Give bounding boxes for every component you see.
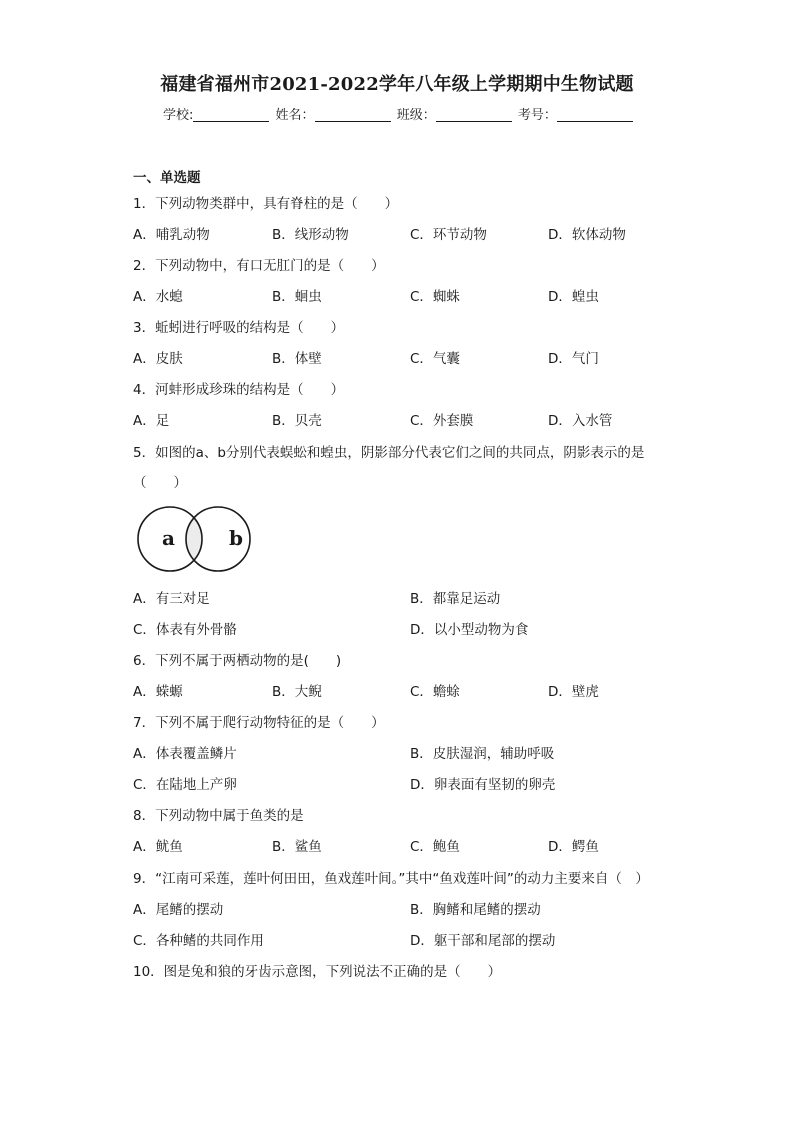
question-1-option-a: A．哺乳动物 bbox=[133, 227, 210, 243]
question-4-option-b: B．贝壳 bbox=[272, 413, 322, 429]
question-9-option-a: A．尾鳍的摆动 bbox=[133, 902, 224, 918]
question-7-option-b: B．皮肤湿润，辅助呼吸 bbox=[410, 746, 555, 762]
question-1-stem: 1．下列动物类群中，具有脊柱的是（ ） bbox=[133, 196, 399, 212]
section-heading: 一、单选题 bbox=[133, 170, 201, 186]
question-3-option-d: D．气门 bbox=[548, 351, 599, 367]
name-blank bbox=[315, 107, 391, 122]
venn-label-b: b bbox=[229, 526, 243, 550]
question-8-option-a: A．鱿鱼 bbox=[133, 839, 183, 855]
question-10-stem: 10．图是兔和狼的牙齿示意图，下列说法不正确的是（ ） bbox=[133, 964, 502, 980]
question-4-option-d: D．入水管 bbox=[548, 413, 613, 429]
question-2-option-a: A．水螅 bbox=[133, 289, 183, 305]
question-6-option-c: C．蟾蜍 bbox=[410, 684, 460, 700]
question-7-stem: 7．下列不属于爬行动物特征的是（ ） bbox=[133, 715, 385, 731]
question-9-option-d: D．躯干部和尾部的摆动 bbox=[410, 933, 556, 949]
question-8-option-b: B．鲨鱼 bbox=[272, 839, 322, 855]
school-label: 学校: bbox=[163, 108, 194, 123]
question-4-option-c: C．外套膜 bbox=[410, 413, 474, 429]
question-3-option-a: A．皮肤 bbox=[133, 351, 183, 367]
question-9-stem: 9．“江南可采莲，莲叶何田田，鱼戏莲叶间。”其中“鱼戏莲叶间”的动力主要来自（ ） bbox=[133, 871, 649, 887]
exam-number-blank bbox=[557, 107, 633, 122]
name-label: 姓名： bbox=[275, 108, 315, 123]
question-8-option-d: D．鳄鱼 bbox=[548, 839, 599, 855]
question-7-option-d: D．卵表面有坚韧的卵壳 bbox=[410, 777, 556, 793]
question-6-option-d: D．壁虎 bbox=[548, 684, 599, 700]
question-5-stem-continuation: （ ） bbox=[133, 475, 187, 491]
class-blank bbox=[436, 107, 512, 122]
question-5-option-c: C．体表有外骨骼 bbox=[133, 622, 237, 638]
school-blank bbox=[193, 107, 269, 122]
question-5-stem: 5．如图的a、b分别代表蜈蚣和蝗虫，阴影部分代表它们之间的共同点，阴影表示的是 bbox=[133, 445, 645, 461]
question-4-stem: 4．河蚌形成珍珠的结构是（ ） bbox=[133, 382, 345, 398]
question-5-option-a: A．有三对足 bbox=[133, 591, 210, 607]
venn-diagram bbox=[134, 502, 258, 576]
question-8-option-c: C．鲍鱼 bbox=[410, 839, 460, 855]
question-5-option-b: B．都靠足运动 bbox=[410, 591, 501, 607]
question-5-option-d: D．以小型动物为食 bbox=[410, 622, 529, 638]
question-3-stem: 3．蚯蚓进行呼吸的结构是（ ） bbox=[133, 320, 345, 336]
page-title: 福建省福州市2021-2022学年八年级上学期期中生物试题 bbox=[160, 74, 634, 95]
question-3-option-b: B．体壁 bbox=[272, 351, 322, 367]
question-2-option-b: B．蛔虫 bbox=[272, 289, 322, 305]
question-6-option-b: B．大鲵 bbox=[272, 684, 322, 700]
class-label: 班级： bbox=[396, 108, 436, 123]
question-2-option-c: C．蜘蛛 bbox=[410, 289, 460, 305]
question-2-option-d: D．蝗虫 bbox=[548, 289, 599, 305]
question-7-option-c: C．在陆地上产卵 bbox=[133, 777, 237, 793]
exam-number-label: 考号： bbox=[517, 108, 557, 123]
question-3-option-c: C．气囊 bbox=[410, 351, 460, 367]
student-info-row bbox=[163, 104, 635, 123]
question-2-stem: 2．下列动物中，有口无肛门的是（ ） bbox=[133, 258, 385, 274]
question-7-option-a: A．体表覆盖鳞片 bbox=[133, 746, 237, 762]
question-9-option-c: C．各种鳍的共同作用 bbox=[133, 933, 264, 949]
question-6-option-a: A．蝾螈 bbox=[133, 684, 183, 700]
question-8-stem: 8．下列动物中属于鱼类的是 bbox=[133, 808, 304, 824]
question-1-option-c: C．环节动物 bbox=[410, 227, 487, 243]
question-1-option-d: D．软体动物 bbox=[548, 227, 626, 243]
question-1-option-b: B．线形动物 bbox=[272, 227, 349, 243]
question-4-option-a: A．足 bbox=[133, 413, 170, 429]
question-6-stem: 6．下列不属于两栖动物的是( ) bbox=[133, 653, 342, 669]
venn-label-a: a bbox=[162, 526, 175, 550]
question-9-option-b: B．胸鳍和尾鳍的摆动 bbox=[410, 902, 541, 918]
